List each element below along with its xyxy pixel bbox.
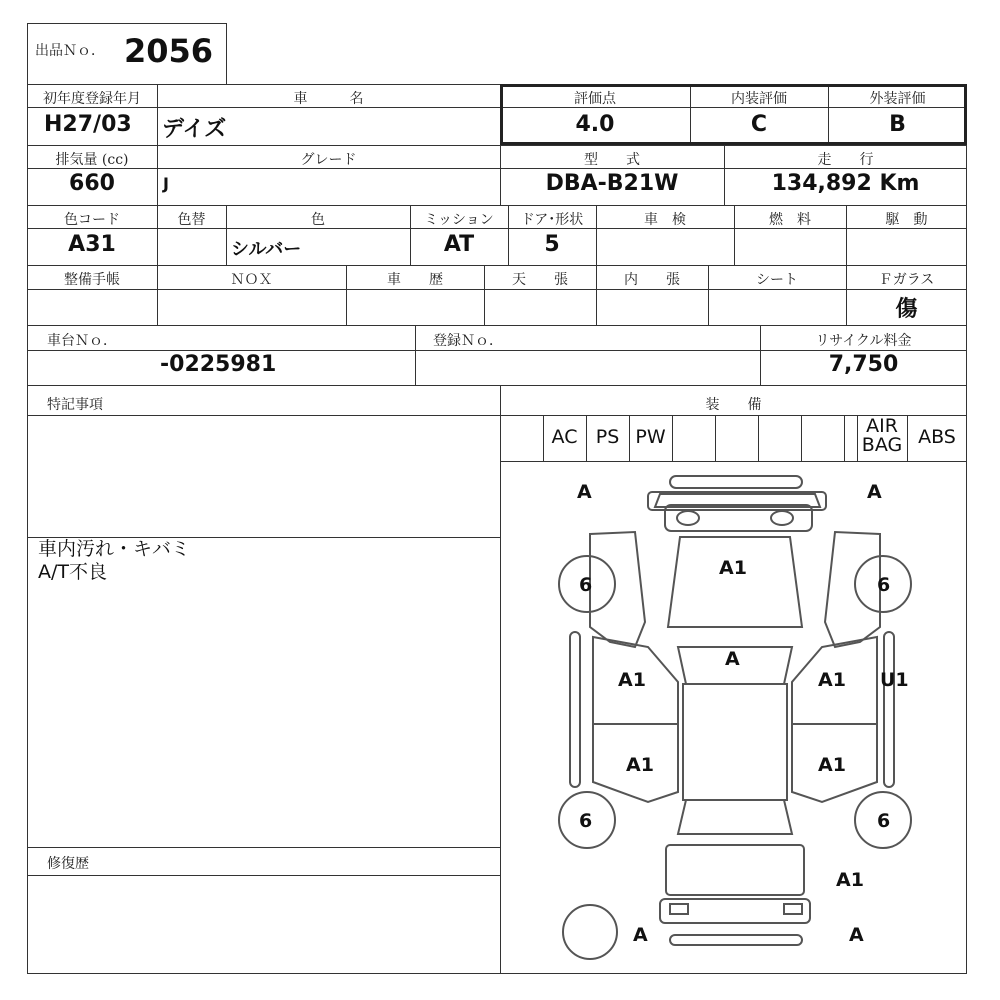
headlight-left — [677, 511, 699, 525]
score-value: 4.0 — [575, 112, 615, 137]
mileage-label: 走 行 — [817, 152, 874, 168]
color-label: 色 — [311, 212, 325, 228]
door-value: 5 — [544, 232, 560, 257]
reg-no-label: 登録Ｎｏ． — [433, 333, 503, 349]
remarks-notes — [38, 538, 190, 584]
rule — [27, 205, 967, 206]
equipment-ac: AC — [551, 426, 578, 448]
front-fender-left — [590, 532, 645, 647]
damage-front-bumper-left: A — [577, 481, 592, 503]
rear-window — [678, 800, 792, 834]
rule — [27, 875, 500, 876]
rule — [715, 415, 716, 461]
inspection-label: 車 検 — [644, 212, 686, 228]
equipment-pw: PW — [635, 426, 666, 448]
spare-tire — [563, 905, 617, 959]
hood-panel — [668, 537, 802, 627]
rear-bumper — [660, 899, 810, 923]
fglass-value: 傷 — [895, 297, 918, 322]
rule — [801, 415, 802, 461]
damage-front-door-right: A1 — [818, 669, 846, 691]
history-label: 車 歴 — [387, 272, 443, 288]
mission-label: ミッション — [424, 212, 494, 228]
equipment-row — [500, 415, 967, 461]
color-code-label: 色コード — [64, 212, 120, 228]
interior-value: C — [750, 112, 768, 137]
displacement-value: 660 — [69, 171, 115, 196]
damage-front-door-left: A1 — [618, 669, 646, 691]
interior-label: 内装評価 — [731, 91, 787, 107]
fuel-label: 燃 料 — [769, 212, 811, 228]
exterior-label: 外装評価 — [869, 91, 926, 107]
front-bumper-top — [670, 476, 802, 488]
equipment-airbag: AIR BAG — [861, 415, 903, 456]
recycle-label: リサイクル料金 — [815, 333, 912, 349]
rear-bumper-bottom — [670, 935, 802, 945]
lot-label: 出品Ｎｏ． — [35, 43, 105, 59]
damage-wheel-rear-right: 6 — [877, 810, 891, 832]
equipment-abs: ABS — [918, 426, 956, 448]
displacement-label: 排気量 (cc) — [55, 152, 129, 168]
equipment-label: 装 備 — [705, 397, 762, 413]
car-name-value: デイズ — [162, 117, 227, 142]
rule — [27, 145, 967, 146]
damage-windshield: A — [725, 648, 740, 670]
rule — [27, 385, 967, 386]
damage-side-step-right: U1 — [880, 669, 909, 691]
side-step-right — [884, 632, 894, 787]
lot-number: 2056 — [124, 32, 214, 70]
model-value: DBA-B21W — [545, 171, 679, 196]
door-label: ドア･形状 — [520, 212, 584, 228]
damage-wheel-rear-left: 6 — [579, 810, 593, 832]
maint-label: 整備手帳 — [64, 272, 120, 288]
remark-line: 車内汚れ・キバミ — [38, 538, 191, 560]
interior-trim-label: 内 張 — [624, 272, 680, 288]
rule — [27, 325, 967, 326]
rule — [672, 415, 673, 461]
color-change-label: 色替 — [177, 212, 206, 228]
color-code-value: A31 — [68, 232, 116, 257]
car-diagram — [500, 462, 967, 974]
damage-rear-bumper-left: A — [633, 924, 648, 946]
first-reg-value: H27/03 — [44, 112, 132, 137]
exterior-value: B — [889, 112, 906, 137]
front-fender-right — [825, 532, 880, 647]
damage-rear-door-left: A1 — [626, 754, 654, 776]
damage-rear-door-right: A1 — [818, 754, 846, 776]
front-grille — [665, 505, 812, 531]
grade-value: J — [163, 174, 169, 193]
damage-rear-quarter-right: A1 — [836, 869, 864, 891]
fglass-label: Ｆガラス — [878, 272, 935, 288]
roof-panel — [683, 684, 787, 800]
damage-rear-bumper-right: A — [849, 924, 864, 946]
seat-label: シート — [756, 272, 798, 288]
rule — [27, 847, 500, 848]
remark-line: A/T不良 — [38, 561, 108, 583]
equipment-ps: PS — [595, 426, 620, 448]
mission-value: AT — [443, 232, 475, 257]
damage-hood: A1 — [719, 557, 747, 579]
rule — [27, 350, 967, 351]
damage-front-bumper-right: A — [867, 481, 882, 503]
rule — [27, 289, 967, 290]
roof-label: 天 張 — [512, 272, 568, 288]
rear-light-right — [784, 904, 802, 914]
mileage-value: 134,892 Km — [771, 171, 920, 196]
repair-label: 修復歴 — [47, 856, 89, 872]
headlight-right — [771, 511, 793, 525]
rule — [415, 325, 416, 385]
score-label: 評価点 — [574, 91, 616, 107]
drive-label: 駆 動 — [885, 212, 928, 228]
recycle-value: 7,750 — [828, 352, 899, 377]
rear-light-left — [670, 904, 688, 914]
model-label: 型 式 — [584, 152, 640, 168]
chassis-label: 車台Ｎｏ． — [47, 333, 117, 349]
grade-label: グレード — [300, 152, 357, 168]
damage-wheel-front-right: 6 — [877, 574, 891, 596]
chassis-value: -0225981 — [160, 352, 277, 377]
rule — [758, 415, 759, 461]
color-value: シルバー — [231, 239, 302, 260]
nox-label: ＮＯＸ — [230, 272, 273, 288]
remarks-label: 特記事項 — [47, 397, 103, 413]
tailgate — [666, 845, 804, 895]
rule — [844, 415, 845, 461]
first-reg-label: 初年度登録年月 — [43, 91, 141, 107]
rule — [27, 265, 967, 266]
car-name-label: 車 名 — [293, 91, 364, 107]
damage-wheel-front-left: 6 — [579, 574, 593, 596]
side-step-left — [570, 632, 580, 787]
